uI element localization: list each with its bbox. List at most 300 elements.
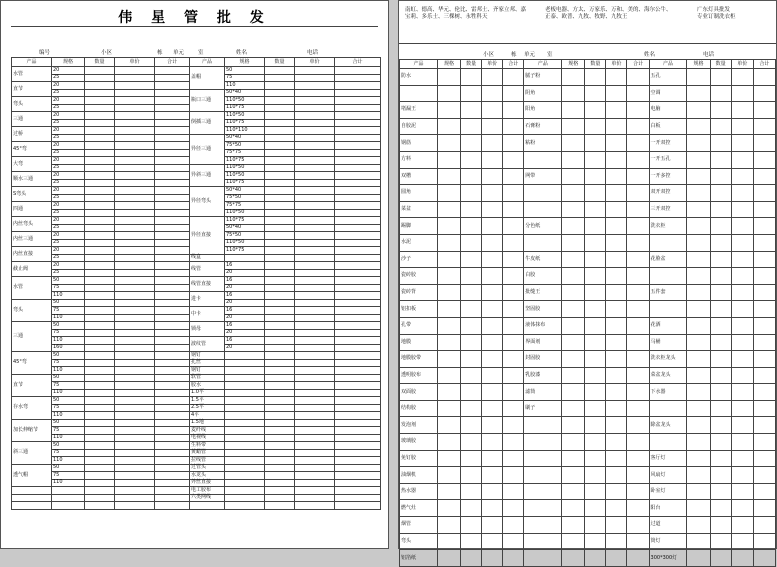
quantity-cell[interactable] (585, 301, 606, 318)
quantity-cell[interactable] (710, 483, 731, 500)
quantity-cell[interactable] (85, 427, 115, 435)
quantity-cell[interactable] (265, 434, 295, 442)
total-cell[interactable] (335, 479, 381, 487)
quantity-cell[interactable] (265, 104, 295, 112)
price-cell[interactable] (115, 434, 155, 442)
spec-cell[interactable] (437, 550, 460, 567)
quantity-cell[interactable] (85, 397, 115, 405)
price-cell[interactable] (482, 151, 503, 168)
quantity-cell[interactable] (710, 500, 731, 517)
total-cell[interactable] (335, 254, 381, 262)
price-cell[interactable] (115, 284, 155, 292)
quantity-cell[interactable] (265, 329, 295, 337)
quantity-cell[interactable] (265, 239, 295, 247)
price-cell[interactable] (606, 533, 627, 550)
quantity-cell[interactable] (265, 412, 295, 420)
total-cell[interactable] (335, 157, 381, 165)
quantity-cell[interactable] (265, 427, 295, 435)
total-cell[interactable] (155, 82, 190, 90)
quantity-cell[interactable] (461, 483, 482, 500)
quantity-cell[interactable] (265, 389, 295, 397)
price-cell[interactable] (295, 494, 335, 502)
quantity-cell[interactable] (265, 277, 295, 285)
quantity-cell[interactable] (710, 301, 731, 318)
total-cell[interactable] (627, 85, 649, 102)
total-cell[interactable] (503, 550, 524, 567)
price-cell[interactable] (115, 472, 155, 480)
quantity-cell[interactable] (461, 218, 482, 235)
price-cell[interactable] (482, 500, 503, 517)
price-cell[interactable] (482, 201, 503, 218)
total-cell[interactable] (155, 112, 190, 120)
price-cell[interactable] (115, 127, 155, 135)
price-cell[interactable] (295, 382, 335, 390)
total-cell[interactable] (335, 217, 381, 225)
total-cell[interactable] (335, 179, 381, 187)
quantity-cell[interactable] (710, 317, 731, 334)
total-cell[interactable] (335, 74, 381, 82)
price-cell[interactable] (295, 209, 335, 217)
quantity-cell[interactable] (710, 69, 731, 86)
quantity-cell[interactable] (461, 467, 482, 484)
total-cell[interactable] (155, 299, 190, 307)
total-cell[interactable] (627, 69, 649, 86)
price-cell[interactable] (731, 317, 753, 334)
quantity-cell[interactable] (85, 464, 115, 472)
price-cell[interactable] (115, 389, 155, 397)
price-cell[interactable] (295, 164, 335, 172)
quantity-cell[interactable] (710, 367, 731, 384)
quantity-cell[interactable] (461, 384, 482, 401)
price-cell[interactable] (731, 251, 753, 268)
total-cell[interactable] (503, 483, 524, 500)
price-cell[interactable] (482, 85, 503, 102)
total-cell[interactable] (753, 301, 775, 318)
price-cell[interactable] (606, 317, 627, 334)
price-cell[interactable] (606, 334, 627, 351)
empty-product-cell[interactable] (190, 502, 225, 510)
spec-cell[interactable] (687, 85, 710, 102)
price-cell[interactable] (606, 467, 627, 484)
total-cell[interactable] (335, 494, 381, 502)
price-cell[interactable] (606, 284, 627, 301)
price-cell[interactable] (731, 500, 753, 517)
quantity-cell[interactable] (85, 487, 115, 495)
total-cell[interactable] (627, 351, 649, 368)
total-cell[interactable] (753, 417, 775, 434)
price-cell[interactable] (115, 224, 155, 232)
price-cell[interactable] (606, 550, 627, 567)
quantity-cell[interactable] (265, 269, 295, 277)
quantity-cell[interactable] (585, 85, 606, 102)
total-cell[interactable] (503, 168, 524, 185)
total-cell[interactable] (753, 201, 775, 218)
price-cell[interactable] (115, 202, 155, 210)
total-cell[interactable] (627, 234, 649, 251)
price-cell[interactable] (606, 151, 627, 168)
quantity-cell[interactable] (85, 217, 115, 225)
spec-cell[interactable] (437, 234, 460, 251)
price-cell[interactable] (295, 307, 335, 315)
price-cell[interactable] (295, 74, 335, 82)
price-cell[interactable] (731, 417, 753, 434)
total-cell[interactable] (155, 322, 190, 330)
price-cell[interactable] (295, 127, 335, 135)
price-cell[interactable] (115, 337, 155, 345)
price-cell[interactable] (295, 367, 335, 375)
price-cell[interactable] (115, 74, 155, 82)
price-cell[interactable] (295, 112, 335, 120)
price-cell[interactable] (731, 135, 753, 152)
price-cell[interactable] (606, 218, 627, 235)
price-cell[interactable] (606, 517, 627, 534)
quantity-cell[interactable] (85, 344, 115, 352)
total-cell[interactable] (503, 234, 524, 251)
total-cell[interactable] (155, 479, 190, 487)
spec-cell[interactable] (437, 201, 460, 218)
price-cell[interactable] (115, 419, 155, 427)
quantity-cell[interactable] (265, 179, 295, 187)
price-cell[interactable] (482, 351, 503, 368)
quantity-cell[interactable] (265, 164, 295, 172)
total-cell[interactable] (627, 284, 649, 301)
quantity-cell[interactable] (265, 74, 295, 82)
spec-cell[interactable] (562, 185, 585, 202)
price-cell[interactable] (295, 277, 335, 285)
quantity-cell[interactable] (585, 517, 606, 534)
empty-spec-cell[interactable] (225, 502, 265, 510)
quantity-cell[interactable] (710, 135, 731, 152)
total-cell[interactable] (627, 500, 649, 517)
quantity-cell[interactable] (461, 450, 482, 467)
quantity-cell[interactable] (461, 317, 482, 334)
quantity-cell[interactable] (265, 67, 295, 75)
quantity-cell[interactable] (461, 102, 482, 119)
total-cell[interactable] (627, 168, 649, 185)
quantity-cell[interactable] (585, 400, 606, 417)
quantity-cell[interactable] (265, 374, 295, 382)
quantity-cell[interactable] (85, 292, 115, 300)
total-cell[interactable] (335, 487, 381, 495)
quantity-cell[interactable] (85, 142, 115, 150)
spec-cell[interactable] (687, 185, 710, 202)
quantity-cell[interactable] (85, 74, 115, 82)
total-cell[interactable] (753, 550, 775, 567)
price-cell[interactable] (295, 247, 335, 255)
spec-cell[interactable] (437, 334, 460, 351)
price-cell[interactable] (482, 234, 503, 251)
quantity-cell[interactable] (585, 168, 606, 185)
price-cell[interactable] (731, 102, 753, 119)
total-cell[interactable] (753, 317, 775, 334)
total-cell[interactable] (335, 149, 381, 157)
spec-cell[interactable] (687, 168, 710, 185)
total-cell[interactable] (627, 400, 649, 417)
total-cell[interactable] (155, 149, 190, 157)
price-cell[interactable] (731, 201, 753, 218)
total-cell[interactable] (155, 464, 190, 472)
price-cell[interactable] (295, 427, 335, 435)
total-cell[interactable] (335, 247, 381, 255)
total-cell[interactable] (627, 118, 649, 135)
spec-cell[interactable] (562, 69, 585, 86)
total-cell[interactable] (335, 119, 381, 127)
quantity-cell[interactable] (461, 500, 482, 517)
price-cell[interactable] (606, 251, 627, 268)
empty-product-cell[interactable] (12, 487, 52, 495)
price-cell[interactable] (295, 412, 335, 420)
quantity-cell[interactable] (85, 382, 115, 390)
price-cell[interactable] (295, 239, 335, 247)
price-cell[interactable] (606, 367, 627, 384)
price-cell[interactable] (295, 449, 335, 457)
price-cell[interactable] (115, 457, 155, 465)
quantity-cell[interactable] (265, 187, 295, 195)
spec-cell[interactable] (562, 251, 585, 268)
total-cell[interactable] (503, 334, 524, 351)
quantity-cell[interactable] (85, 359, 115, 367)
total-cell[interactable] (503, 118, 524, 135)
price-cell[interactable] (482, 367, 503, 384)
price-cell[interactable] (295, 119, 335, 127)
spec-cell[interactable] (687, 384, 710, 401)
price-cell[interactable] (606, 69, 627, 86)
price-cell[interactable] (482, 434, 503, 451)
total-cell[interactable] (155, 262, 190, 270)
price-cell[interactable] (482, 168, 503, 185)
price-cell[interactable] (115, 217, 155, 225)
price-cell[interactable] (482, 284, 503, 301)
total-cell[interactable] (503, 135, 524, 152)
total-cell[interactable] (335, 112, 381, 120)
price-cell[interactable] (482, 450, 503, 467)
total-cell[interactable] (335, 187, 381, 195)
empty-spec-cell[interactable] (52, 502, 85, 510)
price-cell[interactable] (115, 157, 155, 165)
price-cell[interactable] (295, 179, 335, 187)
price-cell[interactable] (482, 69, 503, 86)
quantity-cell[interactable] (585, 434, 606, 451)
quantity-cell[interactable] (85, 209, 115, 217)
quantity-cell[interactable] (585, 201, 606, 218)
total-cell[interactable] (627, 251, 649, 268)
total-cell[interactable] (503, 218, 524, 235)
price-cell[interactable] (295, 104, 335, 112)
price-cell[interactable] (115, 164, 155, 172)
quantity-cell[interactable] (265, 472, 295, 480)
price-cell[interactable] (295, 359, 335, 367)
price-cell[interactable] (295, 97, 335, 105)
total-cell[interactable] (335, 299, 381, 307)
price-cell[interactable] (115, 502, 155, 510)
empty-product-cell[interactable] (12, 494, 52, 502)
price-cell[interactable] (295, 172, 335, 180)
total-cell[interactable] (155, 194, 190, 202)
total-cell[interactable] (155, 487, 190, 495)
price-cell[interactable] (606, 483, 627, 500)
spec-cell[interactable] (562, 234, 585, 251)
total-cell[interactable] (335, 442, 381, 450)
quantity-cell[interactable] (265, 119, 295, 127)
quantity-cell[interactable] (85, 247, 115, 255)
total-cell[interactable] (155, 284, 190, 292)
total-cell[interactable] (753, 384, 775, 401)
price-cell[interactable] (295, 142, 335, 150)
price-cell[interactable] (606, 118, 627, 135)
spec-cell[interactable] (562, 201, 585, 218)
quantity-cell[interactable] (585, 384, 606, 401)
price-cell[interactable] (482, 251, 503, 268)
total-cell[interactable] (335, 284, 381, 292)
total-cell[interactable] (753, 118, 775, 135)
quantity-cell[interactable] (585, 268, 606, 285)
total-cell[interactable] (155, 389, 190, 397)
quantity-cell[interactable] (265, 292, 295, 300)
total-cell[interactable] (155, 359, 190, 367)
total-cell[interactable] (753, 234, 775, 251)
quantity-cell[interactable] (461, 301, 482, 318)
total-cell[interactable] (627, 268, 649, 285)
price-cell[interactable] (115, 404, 155, 412)
price-cell[interactable] (115, 269, 155, 277)
quantity-cell[interactable] (265, 352, 295, 360)
total-cell[interactable] (753, 135, 775, 152)
total-cell[interactable] (155, 127, 190, 135)
price-cell[interactable] (606, 268, 627, 285)
quantity-cell[interactable] (710, 234, 731, 251)
price-cell[interactable] (115, 82, 155, 90)
total-cell[interactable] (335, 449, 381, 457)
spec-cell[interactable] (562, 467, 585, 484)
total-cell[interactable] (627, 367, 649, 384)
total-cell[interactable] (155, 344, 190, 352)
total-cell[interactable] (155, 292, 190, 300)
quantity-cell[interactable] (85, 172, 115, 180)
total-cell[interactable] (155, 224, 190, 232)
quantity-cell[interactable] (585, 185, 606, 202)
spec-cell[interactable] (562, 268, 585, 285)
total-cell[interactable] (753, 151, 775, 168)
total-cell[interactable] (753, 450, 775, 467)
quantity-cell[interactable] (85, 97, 115, 105)
total-cell[interactable] (335, 67, 381, 75)
price-cell[interactable] (115, 89, 155, 97)
price-cell[interactable] (115, 97, 155, 105)
spec-cell[interactable] (562, 301, 585, 318)
total-cell[interactable] (627, 533, 649, 550)
quantity-cell[interactable] (265, 502, 295, 510)
quantity-cell[interactable] (85, 149, 115, 157)
quantity-cell[interactable] (85, 89, 115, 97)
price-cell[interactable] (115, 172, 155, 180)
quantity-cell[interactable] (85, 187, 115, 195)
quantity-cell[interactable] (585, 533, 606, 550)
spec-cell[interactable] (437, 533, 460, 550)
spec-cell[interactable] (687, 533, 710, 550)
quantity-cell[interactable] (85, 134, 115, 142)
quantity-cell[interactable] (85, 352, 115, 360)
quantity-cell[interactable] (585, 118, 606, 135)
price-cell[interactable] (482, 483, 503, 500)
quantity-cell[interactable] (265, 464, 295, 472)
quantity-cell[interactable] (265, 89, 295, 97)
total-cell[interactable] (753, 268, 775, 285)
price-cell[interactable] (731, 301, 753, 318)
quantity-cell[interactable] (710, 334, 731, 351)
quantity-cell[interactable] (265, 404, 295, 412)
total-cell[interactable] (155, 202, 190, 210)
price-cell[interactable] (115, 209, 155, 217)
quantity-cell[interactable] (461, 251, 482, 268)
total-cell[interactable] (627, 467, 649, 484)
spec-cell[interactable] (437, 284, 460, 301)
quantity-cell[interactable] (461, 367, 482, 384)
spec-cell[interactable] (437, 467, 460, 484)
quantity-cell[interactable] (265, 367, 295, 375)
price-cell[interactable] (482, 400, 503, 417)
total-cell[interactable] (155, 134, 190, 142)
total-cell[interactable] (503, 384, 524, 401)
quantity-cell[interactable] (85, 494, 115, 502)
total-cell[interactable] (753, 400, 775, 417)
total-cell[interactable] (335, 427, 381, 435)
quantity-cell[interactable] (85, 412, 115, 420)
quantity-cell[interactable] (710, 351, 731, 368)
price-cell[interactable] (115, 464, 155, 472)
spec-cell[interactable] (687, 483, 710, 500)
spec-cell[interactable] (437, 367, 460, 384)
total-cell[interactable] (753, 218, 775, 235)
price-cell[interactable] (731, 533, 753, 550)
total-cell[interactable] (155, 502, 190, 510)
total-cell[interactable] (335, 337, 381, 345)
spec-cell[interactable] (437, 351, 460, 368)
price-cell[interactable] (731, 467, 753, 484)
total-cell[interactable] (335, 404, 381, 412)
total-cell[interactable] (503, 251, 524, 268)
quantity-cell[interactable] (710, 450, 731, 467)
price-cell[interactable] (115, 149, 155, 157)
quantity-cell[interactable] (461, 85, 482, 102)
spec-cell[interactable] (687, 367, 710, 384)
spec-cell[interactable] (687, 102, 710, 119)
quantity-cell[interactable] (85, 164, 115, 172)
quantity-cell[interactable] (710, 251, 731, 268)
price-cell[interactable] (115, 254, 155, 262)
total-cell[interactable] (335, 352, 381, 360)
spec-cell[interactable] (437, 301, 460, 318)
spec-cell[interactable] (562, 118, 585, 135)
total-cell[interactable] (753, 483, 775, 500)
quantity-cell[interactable] (265, 202, 295, 210)
price-cell[interactable] (295, 322, 335, 330)
price-cell[interactable] (115, 307, 155, 315)
price-cell[interactable] (731, 434, 753, 451)
spec-cell[interactable] (562, 550, 585, 567)
spec-cell[interactable] (687, 201, 710, 218)
spec-cell[interactable] (562, 284, 585, 301)
price-cell[interactable] (482, 118, 503, 135)
empty-spec-cell[interactable] (52, 487, 85, 495)
quantity-cell[interactable] (585, 500, 606, 517)
quantity-cell[interactable] (265, 479, 295, 487)
price-cell[interactable] (295, 502, 335, 510)
total-cell[interactable] (503, 533, 524, 550)
total-cell[interactable] (335, 82, 381, 90)
quantity-cell[interactable] (265, 217, 295, 225)
quantity-cell[interactable] (461, 185, 482, 202)
spec-cell[interactable] (687, 69, 710, 86)
